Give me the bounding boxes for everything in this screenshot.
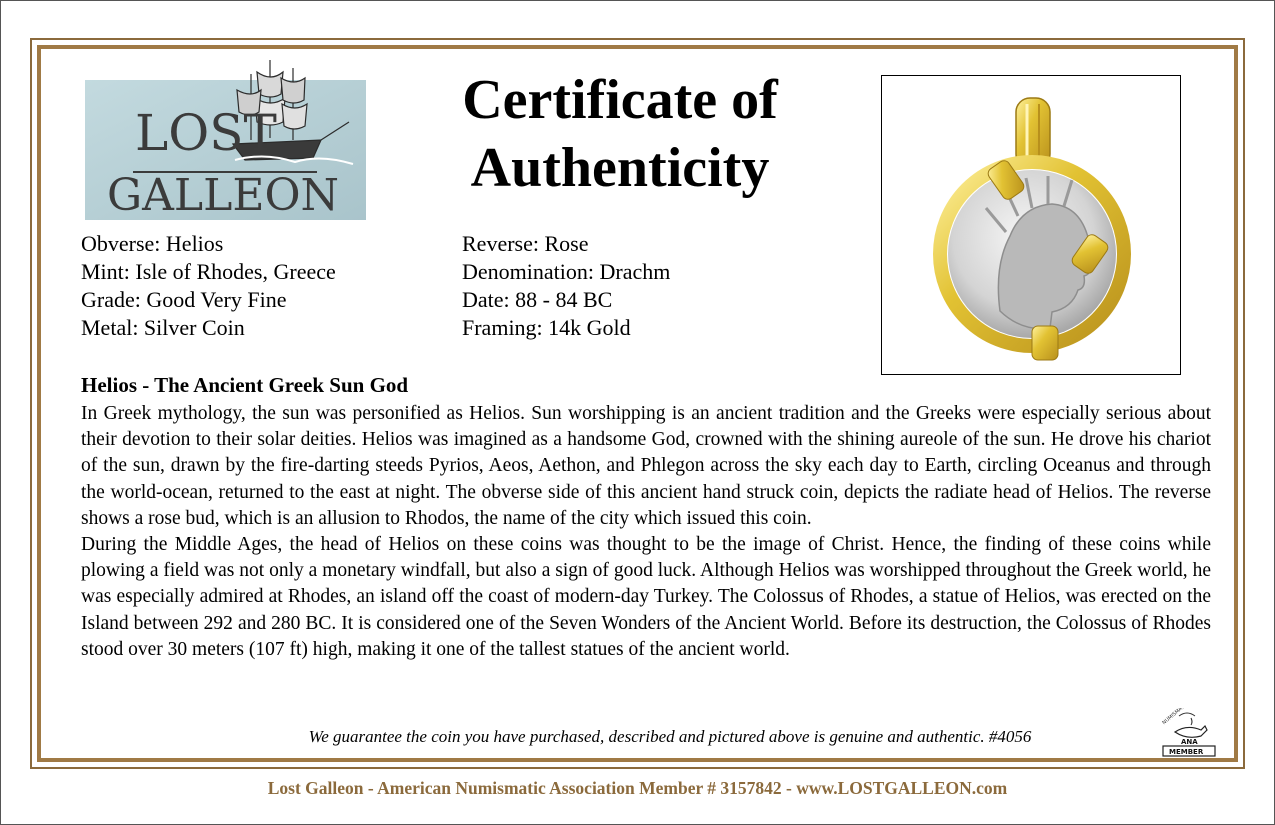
ana-member-badge (1157, 708, 1221, 758)
title-line-2: Authenticity (470, 137, 770, 199)
detail-mint: Mint: Isle of Rhodes, Greece (81, 259, 336, 284)
lost-galleon-logo (85, 60, 366, 220)
svg-text:NUMISMATIC: NUMISMATIC (1161, 708, 1190, 727)
section-heading: Helios - The Ancient Greek Sun God (81, 373, 409, 397)
coin-details-right (462, 230, 670, 342)
detail-reverse: Reverse: Rose (462, 231, 589, 256)
detail-framing: Framing: 14k Gold (462, 315, 631, 340)
svg-text:GALLEON: GALLEON (107, 170, 340, 220)
description-text (81, 401, 1211, 663)
paragraph: In Greek mythology, the sun was personified as Helios. Sun worshipping is an ancient tradition and the Greeks were especially serious about their devotion to their solar deities. Helios was imagined as a handsome God, crowned with the shining aureole of the sun. He drove his chariot of the sun, drawn by the fire-darting steeds Pyrios, Aeos, Aethon, and Phlegon across the sky each day to Earth, circling Oceanus and through the world-ocean, returned to the east at night. The obverse side of this ancient hand struck coin, depicts the radiate head of Helios. The reverse shows a rose bud, which is an allusion to Rhodos, the name of the city which issued this coin. (81, 403, 1211, 529)
guarantee-statement: We guarantee the coin you have purchased, described and pictured above is genuine and authentic. #4056 (308, 727, 1032, 746)
svg-text:ANA: ANA (1181, 738, 1198, 746)
title-line-1: Certificate of (462, 69, 778, 131)
coin-pendant-photo (881, 75, 1181, 375)
detail-grade: Grade: Good Very Fine (81, 287, 287, 312)
detail-metal: Metal: Silver Coin (81, 315, 245, 340)
paragraph: During the Middle Ages, the head of Helios on these coins was thought to be the image of Christ. Hence, the finding of these coins while plowing a field was not only a monetary windfall, but also a sign of good luck. Although Helios was worshipped throughout the Greek world, he was especially admired at Rhodes, an island off the coast of modern-day Turkey. The Colossus of Rhodes, a statue of Helios, was erected on the Island between 292 and 280 BC. It is considered one of the Seven Wonders of the Ancient World. Before its destruction, the Colossus of Rhodes stood over 30 meters (107 ft) high, making it one of the tallest statues of the ancient world. (81, 534, 1211, 660)
footer-membership: Lost Galleon - American Numismatic Association Member # 3157842 - www.LOSTGALLEON.com (267, 778, 1008, 798)
coin-details-left (81, 230, 336, 342)
certificate-title (420, 66, 820, 202)
detail-denomination: Denomination: Drachm (462, 259, 671, 284)
detail-obverse: Obverse: Helios (81, 231, 224, 256)
svg-text:LOST: LOST (135, 104, 277, 162)
svg-text:MEMBER: MEMBER (1169, 748, 1204, 756)
lamp-icon (1175, 726, 1207, 737)
detail-date: Date: 88 - 84 BC (462, 287, 613, 312)
